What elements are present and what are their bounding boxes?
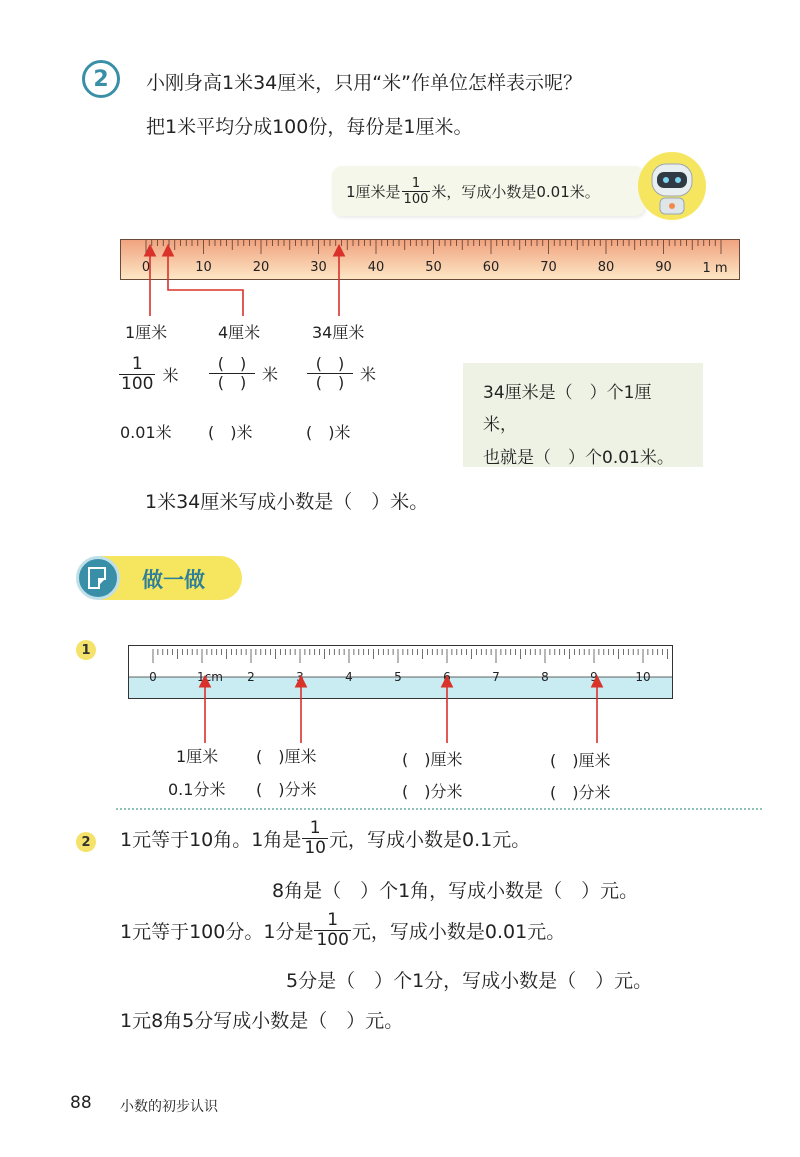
fraction-unit: 米	[360, 365, 377, 384]
cm-ruler-label: 6	[443, 670, 451, 684]
q1-row2-d[interactable]: ( )分米	[550, 783, 611, 802]
section-divider	[116, 808, 762, 810]
q2-number-badge	[76, 832, 96, 852]
blank-denominator: ( )	[307, 373, 353, 391]
fraction-1-100-meter	[118, 356, 178, 393]
blank-numerator: ( )	[217, 354, 247, 373]
q1-row2-c[interactable]: ( )分米	[402, 782, 463, 801]
tip-fraction-numerator: 1	[411, 175, 421, 191]
example-number: 2	[93, 66, 109, 92]
decimal-blank-34cm[interactable]: ( )米	[306, 423, 351, 442]
cm-ruler-label: 3	[296, 670, 304, 684]
q2-fraction-1-10-den: 10	[304, 838, 326, 858]
blank-numerator: ( )	[315, 354, 345, 373]
cm-ruler-label: 5	[394, 670, 402, 684]
q2-fraction-1-100	[314, 912, 350, 949]
example-question-line2: 把1米平均分成100份，每份是1厘米。	[146, 116, 473, 138]
tip-text-pre: 1厘米是	[346, 182, 401, 201]
practice-title: 做一做	[142, 568, 205, 592]
q2-fraction-1-10	[302, 820, 328, 857]
q1-row1-d[interactable]: ( )厘米	[550, 751, 611, 770]
q2-line3-pre: 1元等于100分。1分是	[120, 921, 314, 943]
q2-fraction-1-10-num: 1	[309, 818, 321, 838]
label-4cm: 4厘米	[218, 323, 261, 342]
q1-arrows	[0, 660, 800, 750]
label-34cm: 34厘米	[312, 323, 365, 342]
meter-ruler-label: 30	[310, 260, 327, 275]
meter-ruler-label: 0	[141, 260, 151, 275]
meter-ruler-unit: 1 m	[702, 261, 728, 276]
meter-ruler-label: 20	[252, 260, 270, 275]
q2-fraction-1-100-num: 1	[327, 910, 339, 930]
cm-ruler-label: 2	[247, 670, 255, 684]
q2-line1-post: 元，写成小数是0.1元。	[329, 829, 531, 851]
tip-text-post: 米，写成小数是0.01米。	[431, 182, 600, 201]
example-conclusion[interactable]: 1米34厘米写成小数是（ ）米。	[145, 491, 429, 513]
q1-row2-a: 0.1分米	[168, 780, 226, 799]
cm-ruler-label: 10	[635, 670, 651, 684]
meter-ruler-label: 50	[425, 260, 442, 275]
arrow-4cm	[168, 255, 243, 316]
q2-line4[interactable]: 5分是（ ）个1分，写成小数是（ ）元。	[286, 970, 653, 992]
q2-line1-pre: 1元等于10角。1角是	[120, 829, 302, 851]
decimal-0-01m: 0.01米	[120, 423, 172, 442]
q1-row1-c[interactable]: ( )厘米	[402, 750, 463, 769]
q1-number-badge	[76, 640, 96, 660]
cm-ruler-label: 9	[590, 670, 598, 684]
blank-fraction[interactable]	[209, 356, 255, 391]
meter-ruler-label: 70	[540, 260, 557, 275]
q1-row1-b[interactable]: ( )厘米	[256, 747, 317, 766]
fraction-unit: 米	[262, 365, 279, 384]
notebook-icon	[79, 559, 117, 597]
label-1cm: 1厘米	[125, 323, 168, 342]
cm-ruler-label: 4	[345, 670, 353, 684]
decimal-blank-4cm[interactable]: ( )米	[208, 423, 253, 442]
q2-number: 2	[81, 834, 91, 850]
q2-line3	[120, 912, 565, 949]
q1-row1-a: 1厘米	[176, 747, 219, 766]
q2-line1	[120, 820, 530, 857]
page-number: 88	[70, 1093, 92, 1113]
cm-ruler-label: 7	[492, 670, 500, 684]
note-line1: 34厘米是（ ）个1厘米，	[483, 383, 652, 436]
q2-line2[interactable]: 8角是（ ）个1角，写成小数是（ ）元。	[272, 880, 639, 902]
q1-row2-b[interactable]: ( )分米	[256, 780, 317, 799]
cm-ruler-label: 8	[541, 670, 549, 684]
example-arrows	[0, 0, 800, 330]
meter-ruler-label: 90	[655, 260, 672, 275]
q2-line3-post: 元，写成小数是0.01元。	[351, 921, 566, 943]
note-box	[463, 363, 703, 467]
fraction-numerator: 1	[131, 354, 143, 374]
fraction-unit: 米	[162, 366, 179, 385]
cm-ruler-label: 1cm	[197, 670, 223, 684]
chapter-title: 小数的初步认识	[120, 1099, 218, 1115]
fraction-blank-4cm	[208, 356, 278, 391]
q1-number: 1	[81, 642, 91, 658]
fraction-blank-34cm	[306, 356, 376, 391]
q2-fraction-1-100-den: 100	[316, 930, 349, 950]
meter-ruler-label: 60	[482, 260, 500, 275]
practice-icon	[76, 556, 120, 600]
blank-fraction[interactable]	[307, 356, 353, 391]
fraction-1-100	[119, 356, 155, 393]
note-line2: 也就是（ ）个0.01米。	[483, 447, 674, 468]
q2-line5[interactable]: 1元8角5分写成小数是（ ）元。	[120, 1010, 404, 1032]
meter-ruler-label: 80	[597, 260, 615, 275]
meter-ruler-label: 10	[195, 260, 212, 275]
blank-denominator: ( )	[209, 373, 255, 391]
fraction-denominator: 100	[121, 374, 154, 394]
example-question-line1: 小刚身高1米34厘米，只用“米”作单位怎样表示呢？	[146, 72, 582, 94]
cm-ruler-label: 0	[149, 670, 157, 684]
meter-ruler-label: 40	[367, 260, 385, 275]
tip-fraction-denominator: 100	[403, 191, 429, 207]
